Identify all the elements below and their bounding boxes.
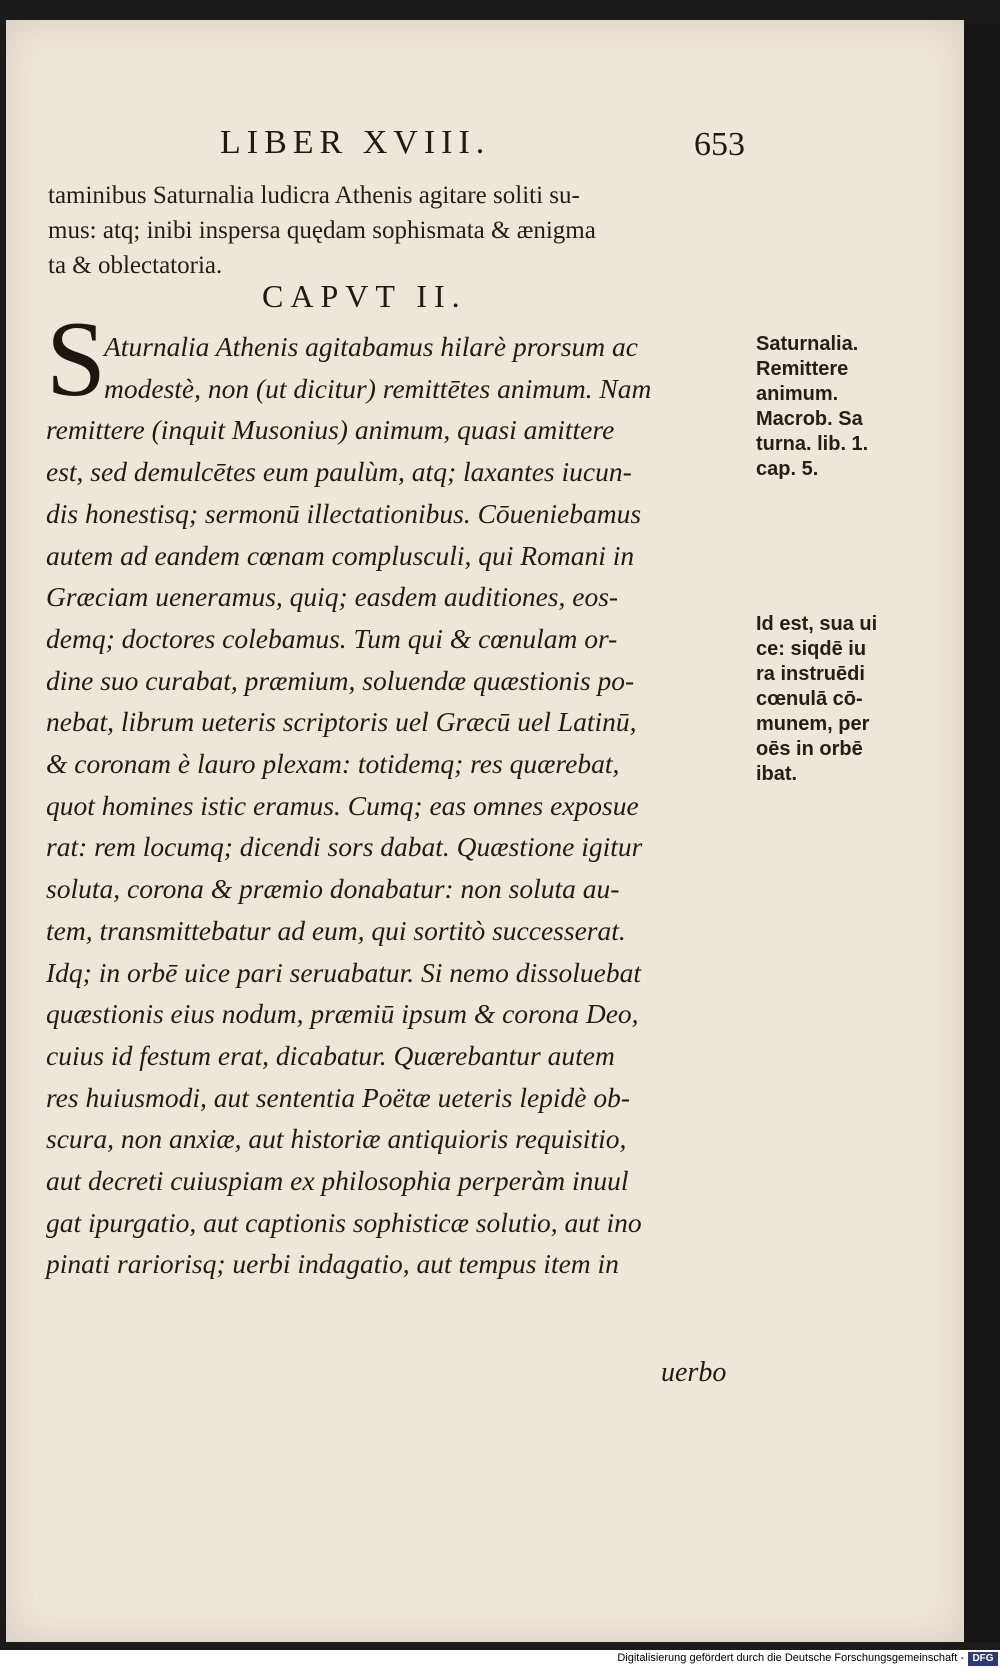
book-page <box>6 20 964 1642</box>
body-line: demq; doctores colebamus. Tum qui & cœnulam or- <box>46 622 618 654</box>
margin-note-line: oēs in orbē <box>756 738 863 760</box>
page-header <box>6 124 964 174</box>
body-line: dis honestisq; sermonū illectationibus. Cōueniebamus <box>46 497 642 529</box>
body-line: rat: rem locumq; dicendi sors dabat. Quæstione igitur <box>46 831 643 863</box>
margin-note-line: munem, per <box>756 713 870 735</box>
footer-bar <box>0 1650 1000 1669</box>
catchword: uerbo <box>661 1357 727 1388</box>
body-line: dine suo curabat, præmium, soluendæ quæstionis po- <box>46 664 635 696</box>
body-line: remittere (inquit Musonius) animum, quasi amittere <box>46 414 615 446</box>
body-line: est, sed demulcētes eum paulùm, atq; laxantes iucun- <box>46 456 632 488</box>
body-line: autem ad eandem cœnam complusculi, qui Romani in <box>46 539 635 571</box>
body-line: Aturnalia Athenis agitabamus hilarè prorsum ac <box>104 331 638 362</box>
body-line: aut decreti cuiuspiam ex philosophia perperàm inuul <box>46 1165 629 1197</box>
drop-cap: S <box>46 300 107 419</box>
running-head: LIBER XVIII. <box>220 124 491 161</box>
margin-note-line: ra instruēdi <box>756 663 865 685</box>
margin-note-line: Macrob. Sa <box>756 408 863 430</box>
margin-note-line: ce: siqdē iu <box>756 638 867 660</box>
funding-credit: Digitalisierung gefördert durch die Deutsche Forschungsgemeinschaft - <box>617 1652 964 1664</box>
intro-line: ta & oblectatoria. <box>48 252 223 279</box>
margin-note-line: Id est, sua ui <box>756 613 878 635</box>
body-line: & coronam è lauro plexam: totidemq; res quærebat, <box>46 748 620 780</box>
margin-note-line: cœnulā cō- <box>756 688 863 710</box>
body-line: tem, transmittebatur ad eum, qui sortitò successerat. <box>46 914 626 946</box>
body-line: Idq; in orbē uice pari seruabatur. Si nemo dissoluebat <box>46 956 642 988</box>
chapter-title: CAPVT II. <box>262 278 467 314</box>
intro-line: taminibus Saturnalia ludicra Athenis agitare soliti su- <box>48 182 580 209</box>
body-line: res huiusmodi, aut sententia Poëtæ ueteris lepidè ob- <box>46 1081 631 1113</box>
chapter-intro <box>48 178 748 283</box>
intro-line: mus: atq; inibi inspersa quędam sophismata & ænigma <box>48 217 596 244</box>
margin-note <box>756 332 956 482</box>
margin-note-line: ibat. <box>756 763 798 785</box>
margin-note-line: cap. 5. <box>756 458 819 480</box>
body-line: modestè, non (ut dicitur) remittētes animum. Nam <box>104 372 652 404</box>
body-line: gat ipurgatio, aut captionis sophisticæ solutio, aut ino <box>46 1206 642 1238</box>
margin-note-line: Remittere <box>756 358 849 380</box>
margin-note-line: turna. lib. 1. <box>756 433 869 455</box>
body-line: quæstionis eius nodum, præmiū ipsum & corona Deo, <box>46 998 639 1030</box>
body-line: soluta, corona & præmio donabatur: non soluta au- <box>46 873 620 905</box>
margin-note-line: animum. <box>756 383 839 405</box>
body-line: nebat, librum ueteris scriptoris uel Græcū uel Latinū, <box>46 706 637 738</box>
margin-note-line: Saturnalia. <box>756 333 859 355</box>
dfg-logo: DFG <box>968 1652 998 1666</box>
body-line: pinati rariorisq; uerbi indagatio, aut tempus item in <box>46 1248 619 1280</box>
body-line: scura, non anxiæ, aut historiæ antiquioris requisitio, <box>46 1123 627 1155</box>
body-line: quot homines istic eramus. Cumq; eas omnes exposue <box>46 789 639 821</box>
page-number: 653 <box>694 126 745 163</box>
page-edge-shadow <box>964 24 1000 1642</box>
body-line: Græciam ueneramus, quiq; easdem auditiones, eos- <box>46 581 619 613</box>
body-line: cuius id festum erat, dicabatur. Quærebantur autem <box>46 1039 615 1071</box>
margin-note <box>756 612 956 787</box>
body-text <box>46 326 751 1285</box>
